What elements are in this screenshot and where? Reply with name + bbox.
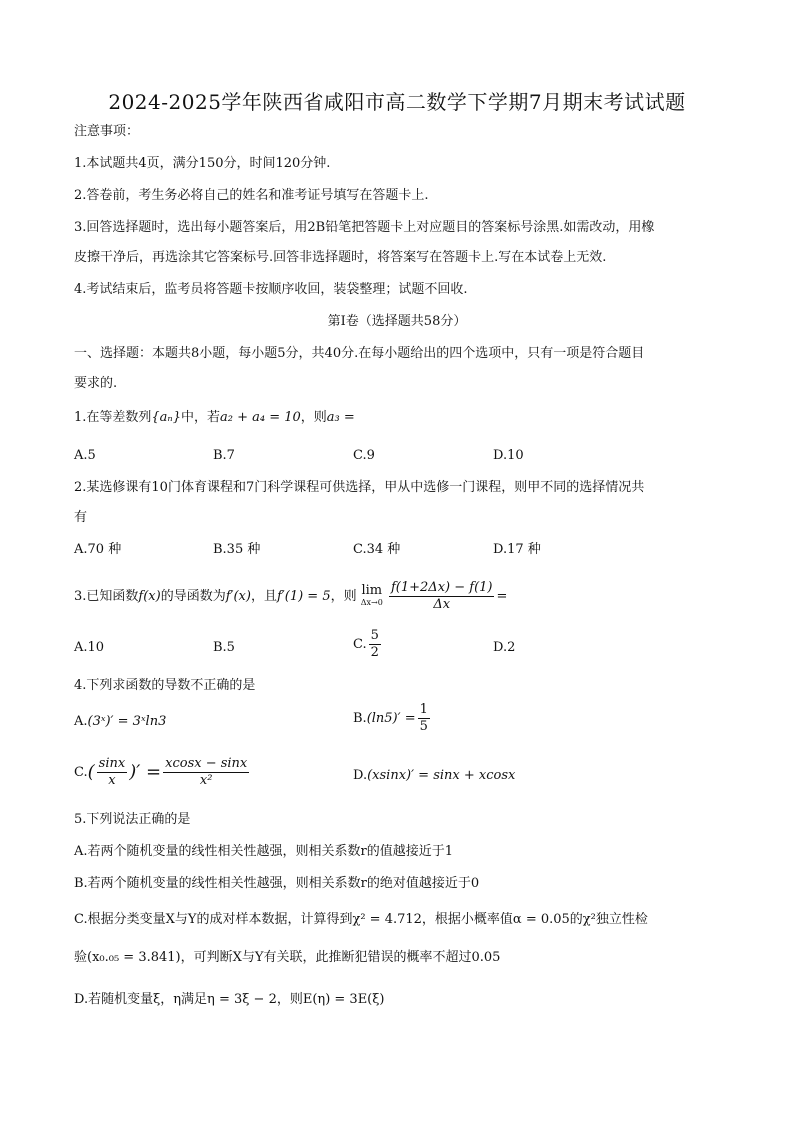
question-2-stem: 2.某选修课有10门体育课程和7门科学课程可供选择，甲从中选修一门课程，则甲不同的选择情况共 <box>74 480 645 495</box>
notice-item: 皮擦干净后，再选涂其它答案标号.回答非选择题时，将答案写在答题卡上.写在本试卷上无效. <box>74 250 607 265</box>
q4-option-c: C.( $\frac{\sin x}{x}$ )′ = $\frac{xcosx - \sin x}{\text{x²}}$ <box>74 756 248 788</box>
notice-item: 4.考试结束后，监考员将答题卡按顺序收回，装袋整理；试题不回收. <box>74 282 468 297</box>
q3-option-a: A.10 <box>74 640 105 655</box>
section-intro: 一、选择题：本题共8小题，每小题5分，共40分.在每小题给出的四个选项中，只有一项是符合题目 <box>74 346 645 361</box>
q3-option-c: C. $\frac{5}{2}$ <box>353 628 379 660</box>
q1-option-d: D.10 <box>493 448 524 463</box>
page-title: 2024-2025学年陕西省咸阳市高二数学下学期7月期末考试试题 <box>108 90 686 114</box>
section-intro: 要求的. <box>74 376 118 391</box>
sequence-expr: {aₙ} <box>151 410 181 425</box>
question-1-stem: 1.在等差数列{aₙ}中，若a₂ + a₄ = 10，则a₃ = <box>74 410 355 425</box>
notice-item: 1.本试题共4页，满分150分，时间120分钟. <box>74 156 331 171</box>
q2-option-d: D.17 种 <box>493 542 541 557</box>
question-3-stem: 3.已知函数f(x)的导函数为f′(x)，且f′(1) = 5，则 lim Δx→0 $\frac{f(1+2\Delta x) - f(1)}{\Delta x}$ = <box>74 580 508 612</box>
q4-option-b: B.(ln5)′ = $\frac{1}{5}$ <box>353 702 428 734</box>
question-4-stem: 4.下列求函数的导数不正确的是 <box>74 678 256 693</box>
notice-heading: 注意事项： <box>74 124 140 139</box>
q4-option-d: D.(xsinx)′ = sinx + xcosx <box>353 768 516 783</box>
section-title: 第Ⅰ卷（选择题共58分） <box>327 314 467 329</box>
q2-option-c: C.34 种 <box>353 542 401 557</box>
q1-option-b: B.7 <box>213 448 235 463</box>
q1-option-a: A.5 <box>74 448 96 463</box>
q1-option-c: C.9 <box>353 448 375 463</box>
condition-expr: a₂ + a₄ = 10 <box>219 410 301 425</box>
notice-item: 3.回答选择题时，选出每小题答案后，用2B铅笔把答题卡上对应题目的答案标号涂黑.如需改动，用橡 <box>74 220 655 235</box>
q2-option-b: B.35 种 <box>213 542 261 557</box>
question-5-stem: 5.下列说法正确的是 <box>74 812 191 827</box>
notice-item: 2.答卷前，考生务必将自己的姓名和准考证号填写在答题卡上. <box>74 188 429 203</box>
q4-option-a: A.(3ˣ)′ = 3ˣln3 <box>74 714 167 729</box>
q5-option-c-cont: 验(x₀.₀₅ = 3.841)，可判断X与Y有关联，此推断犯错误的概率不超过0.05 <box>74 950 501 965</box>
limit-operator: lim Δx→0 <box>360 582 383 607</box>
q5-option-c: C.根据分类变量X与Y的成对样本数据，计算得到χ² = 4.712，根据小概率值α = 0.05的χ²独立性检 <box>74 912 648 927</box>
q5-option-a: A.若两个随机变量的线性相关性越强，则相关系数r的值越接近于1 <box>74 844 454 859</box>
q5-option-b: B.若两个随机变量的线性相关性越强，则相关系数r的绝对值越接近于0 <box>74 876 480 891</box>
q3-option-b: B.5 <box>213 640 235 655</box>
limit-fraction: $\frac{f(1+2\Delta x) - f(1)}{\Delta x}$ <box>390 580 493 612</box>
ask-expr: a₃ = <box>326 410 355 425</box>
q2-option-a: A.70 种 <box>74 542 122 557</box>
q3-option-d: D.2 <box>493 640 516 655</box>
q5-option-d: D.若随机变量ξ，η满足η = 3ξ − 2，则E(η) = 3E(ξ) <box>74 992 385 1007</box>
question-2-stem-cont: 有 <box>74 510 88 525</box>
